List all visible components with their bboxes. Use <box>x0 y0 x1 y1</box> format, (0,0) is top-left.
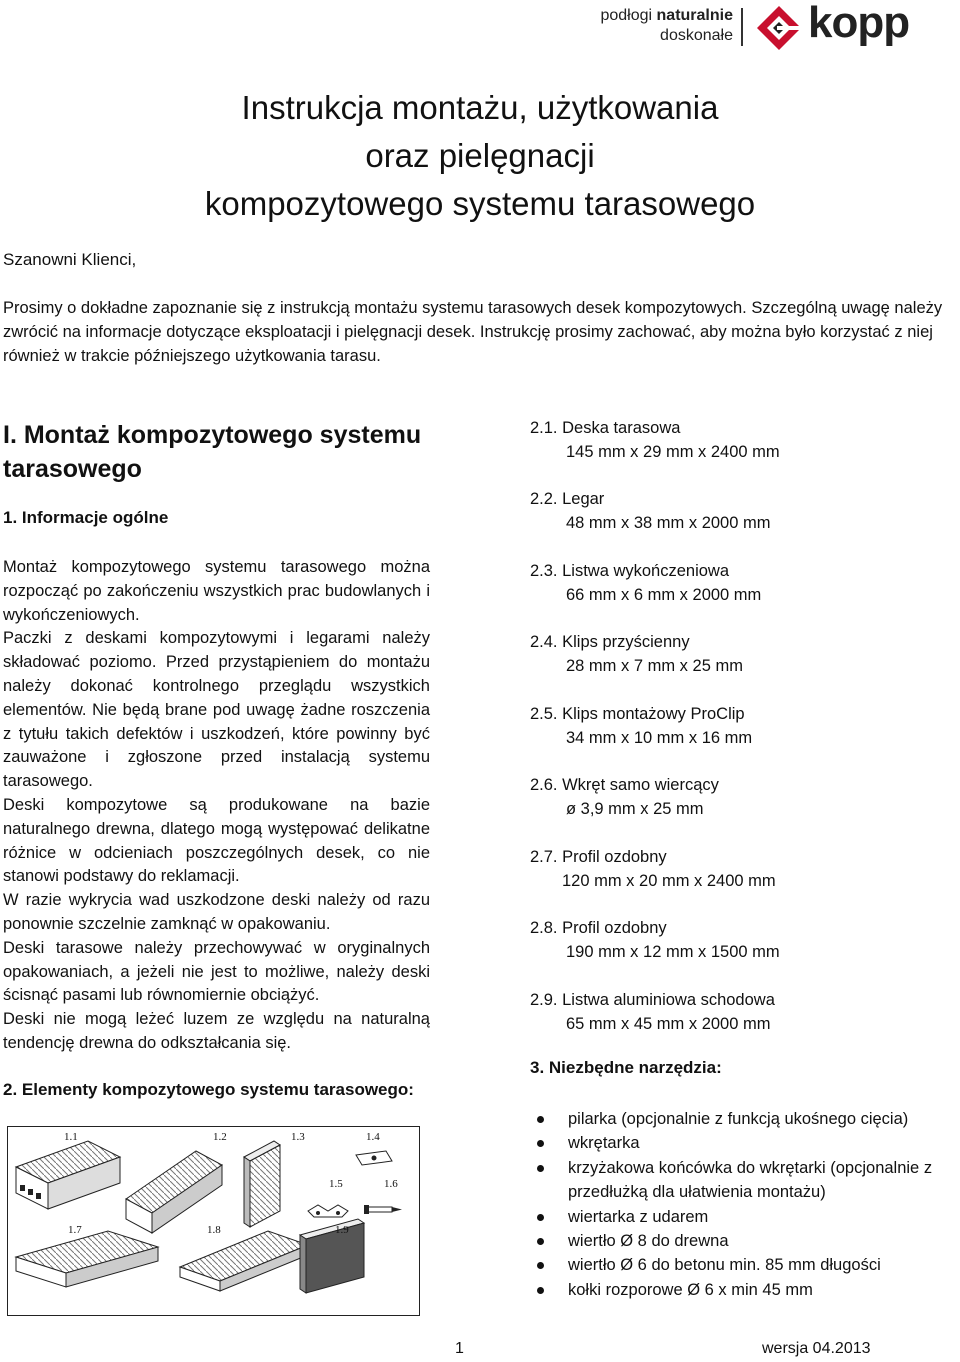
subheading-general-info: 1. Informacje ogólne <box>3 508 169 527</box>
element-item <box>530 630 743 678</box>
proclip-drawing <box>308 1205 348 1217</box>
page-number: 1 <box>455 1340 464 1357</box>
paragraph: Deski nie mogą leżeć luzem ze względu na naturalną tendencję drewna do odkształcania się. <box>3 1010 430 1052</box>
element-dimensions: 28 mm x 7 mm x 25 mm <box>566 657 743 675</box>
figure-label: 1.5 <box>329 1178 343 1190</box>
element-item <box>530 988 775 1036</box>
element-name: 2.9. Listwa aluminiowa schodowa <box>530 991 775 1009</box>
greeting: Szanowni Klienci, <box>3 250 137 269</box>
figure-label: 1.2 <box>213 1131 227 1143</box>
list-item: pilarka (opcjonalnie z funkcją ukośnego cięcia) <box>530 1107 960 1131</box>
element-dimensions: 190 mm x 12 mm x 1500 mm <box>566 943 780 961</box>
element-dimensions: 34 mm x 10 mm x 16 mm <box>566 729 753 747</box>
brand-name: kopp <box>808 0 910 47</box>
element-dimensions: 48 mm x 38 mm x 2000 mm <box>566 514 771 532</box>
title-line-1: Instrukcja montażu, użytkowania <box>241 89 719 126</box>
title-line-2: oraz pielęgnacji <box>365 137 595 174</box>
screw-drawing <box>364 1205 402 1214</box>
element-name: 2.1. Deska tarasowa <box>530 419 681 437</box>
header <box>0 0 960 60</box>
element-name: 2.4. Klips przyścienny <box>530 633 690 651</box>
list-item: wiertło Ø 8 do drewna <box>530 1229 960 1253</box>
element-name: 2.6. Wkręt samo wiercący <box>530 776 719 794</box>
figure-label: 1.9 <box>335 1224 349 1236</box>
kopp-logo-icon <box>755 4 803 52</box>
paragraph: Paczki z deskami kompozytowymi i legarami należy składować poziomo. Przed przystąpieniem do montażu należy dokonać kontrolnego przeglądu wszystkich elementów. Nie będą brane pod uwagę żadne roszczenia z tytułu takich defektów i uszkodzeń, które powinny być zauważone i zgłoszone przed instalacją systemu tarasowego. <box>3 629 430 791</box>
element-item <box>530 416 780 464</box>
element-name: 2.2. Legar <box>530 490 605 508</box>
tagline-prefix: podłogi <box>600 7 657 24</box>
figure-label: 1.6 <box>384 1178 398 1190</box>
document-title <box>0 84 960 228</box>
list-item: kołki rozporowe Ø 6 x min 45 mm <box>530 1278 960 1302</box>
deck-board-drawing <box>16 1141 120 1209</box>
element-dimensions: 66 mm x 6 mm x 2000 mm <box>566 586 762 604</box>
brand-tagline <box>583 6 733 46</box>
title-line-3: kompozytowego systemu tarasowego <box>204 185 756 222</box>
element-dimensions: 120 mm x 20 mm x 2400 mm <box>562 872 776 890</box>
wall-clip-drawing <box>356 1151 392 1165</box>
tools-list <box>530 1107 960 1302</box>
element-name: 2.5. Klips montażowy ProClip <box>530 705 745 723</box>
figure-label: 1.4 <box>366 1131 380 1143</box>
figure-label: 1.1 <box>64 1131 78 1143</box>
list-item: krzyżakowa końcówka do wkrętarki (opcjonalnie z przedłużką dla ułatwienia montażu) <box>530 1156 960 1205</box>
element-item <box>530 916 780 964</box>
element-item <box>530 559 761 607</box>
document-version: wersja 04.2013 <box>762 1340 871 1357</box>
element-name: 2.3. Listwa wykończeniowa <box>530 562 730 580</box>
section-heading: I. Montaż kompozytowego systemu tarasowego <box>3 421 422 483</box>
header-divider <box>741 8 743 46</box>
element-item <box>530 773 719 821</box>
elements-drawing <box>8 1127 419 1315</box>
stair-trim-drawing <box>300 1219 364 1293</box>
list-item: wkrętarka <box>530 1131 960 1155</box>
figure-label: 1.8 <box>207 1224 221 1236</box>
paragraph: Deski kompozytowe są produkowane na bazie naturalnego drewna, dlatego mogą występować delikatne różnice w odcieniach poszczególnych desek, co nie stanowi podstawy do reklamacji. <box>3 795 430 886</box>
element-item <box>530 487 770 535</box>
subheading-elements: 2. Elementy kompozytowego systemu tarasowego: <box>3 1080 414 1099</box>
tools-heading: 3. Niezbędne narzędzia: <box>530 1058 722 1077</box>
element-dimensions: 65 mm x 45 mm x 2000 mm <box>566 1015 771 1033</box>
list-item: wiertarka z udarem <box>530 1205 960 1229</box>
element-dimensions: ø 3,9 mm x 25 mm <box>566 800 704 818</box>
figure-label: 1.3 <box>291 1131 305 1143</box>
paragraph: Montaż kompozytowego systemu tarasowego można rozpocząć po zakończeniu wszystkich prac budowlanych i wykończeniowych. <box>3 558 430 624</box>
joist-drawing <box>126 1151 222 1233</box>
element-item <box>530 845 776 893</box>
tagline-bold: naturalnie <box>656 7 733 24</box>
tagline-line2: doskonałe <box>660 27 733 44</box>
profile-120-drawing <box>16 1231 158 1287</box>
element-name: 2.8. Profil ozdobny <box>530 919 667 937</box>
element-dimensions: 145 mm x 29 mm x 2400 mm <box>566 443 780 461</box>
element-name: 2.7. Profil ozdobny <box>530 848 667 866</box>
paragraph: W razie wykrycia wad uszkodzone deski należy od razu ponownie szczelnie zamknąć w opakowaniu. <box>3 891 430 933</box>
profile-190-drawing <box>180 1231 308 1291</box>
intro-paragraph: Prosimy o dokładne zapoznanie się z instrukcją montażu systemu tarasowych desek kompozytowych. Szczególną uwagę należy zwrócić na informacje dotyczące eksploatacji i pielęgnacji desek. Instrukcję prosimy zachować, aby można było korzystać z niej również w trakcie późniejszego użytkowania tarasu. <box>3 299 943 365</box>
figure-label: 1.7 <box>68 1224 82 1236</box>
general-info-text <box>3 556 430 1056</box>
trim-drawing <box>244 1141 280 1227</box>
elements-figure <box>7 1126 420 1316</box>
paragraph: Deski tarasowe należy przechowywać w oryginalnych opakowaniach, a jeżeli nie jest to możliwe, należy deski ścisnąć pasami lub równomiernie obciążyć. <box>3 938 430 1005</box>
list-item: wiertło Ø 6 do betonu min. 85 mm długości <box>530 1253 960 1277</box>
element-item <box>530 702 752 750</box>
